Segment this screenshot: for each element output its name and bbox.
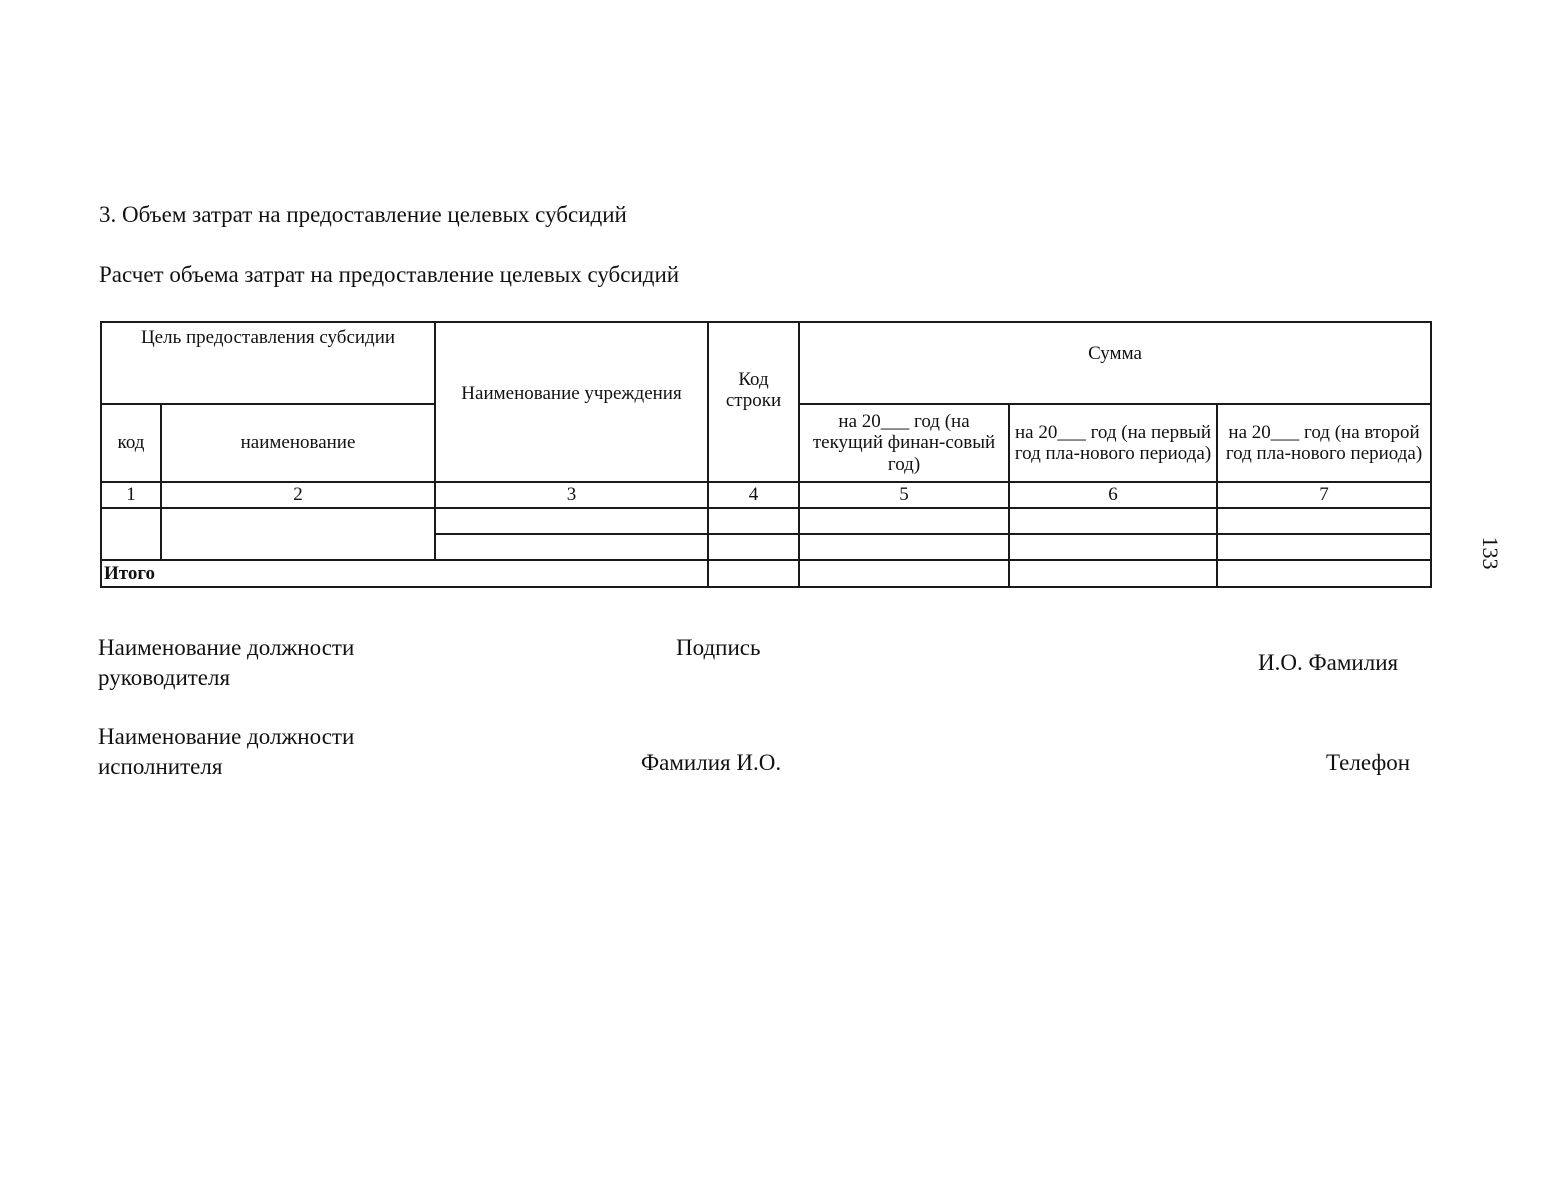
executor-position-label: Наименование должности исполнителя (98, 724, 355, 779)
header-year-second-plan: на 20___ год (на второй год пла-нового периода) (1217, 404, 1431, 482)
signature-label: Подпись (676, 635, 761, 660)
empty-cell[interactable] (161, 508, 435, 560)
header-institution: Наименование учреждения (435, 322, 708, 482)
section-heading: 3. Объем затрат на предоставление целевых субсидий (99, 202, 627, 227)
empty-cell[interactable] (708, 534, 799, 560)
empty-cell[interactable] (799, 508, 1009, 534)
empty-cell[interactable] (799, 534, 1009, 560)
col-number: 5 (799, 482, 1009, 508)
head-name-label: И.О. Фамилия (1258, 650, 1399, 675)
empty-cell[interactable] (1217, 508, 1431, 534)
executor-name-label: Фамилия И.О. (641, 750, 782, 775)
total-row (101, 560, 1431, 587)
empty-cell[interactable] (101, 508, 161, 560)
empty-cell[interactable] (1009, 534, 1217, 560)
col-number: 2 (161, 482, 435, 508)
total-label: Итого (101, 560, 708, 587)
head-position-label: Наименование должности руководителя (98, 635, 355, 690)
empty-cell[interactable] (435, 534, 708, 560)
header-goal-group: Цель предоставления субсидии (101, 322, 435, 404)
header-kod: код (101, 404, 161, 482)
column-numbers-row (101, 482, 1431, 508)
empty-cell[interactable] (435, 508, 708, 534)
header-year-first-plan: на 20___ год (на первый год пла-нового периода) (1009, 404, 1217, 482)
empty-cell[interactable] (1217, 534, 1431, 560)
empty-cell[interactable] (708, 560, 799, 587)
empty-cell[interactable] (799, 560, 1009, 587)
col-number: 3 (435, 482, 708, 508)
table-row (101, 508, 1431, 534)
col-number: 1 (101, 482, 161, 508)
empty-cell[interactable] (1217, 560, 1431, 587)
table-caption: Расчет объема затрат на предоставление целевых субсидий (99, 262, 680, 287)
header-row-code: Код строки (708, 322, 799, 482)
col-number: 7 (1217, 482, 1431, 508)
empty-cell[interactable] (1009, 508, 1217, 534)
header-sum-group: Сумма (799, 322, 1431, 404)
phone-label: Телефон (1326, 750, 1411, 775)
header-naimenovanie: наименование (161, 404, 435, 482)
header-year-current: на 20___ год (на текущий финан-совый год) (799, 404, 1009, 482)
col-number: 4 (708, 482, 799, 508)
empty-cell[interactable] (708, 508, 799, 534)
page-number: 133 (1478, 536, 1503, 570)
empty-cell[interactable] (1009, 560, 1217, 587)
col-number: 6 (1009, 482, 1217, 508)
subsidy-calculation-table (100, 321, 1432, 588)
